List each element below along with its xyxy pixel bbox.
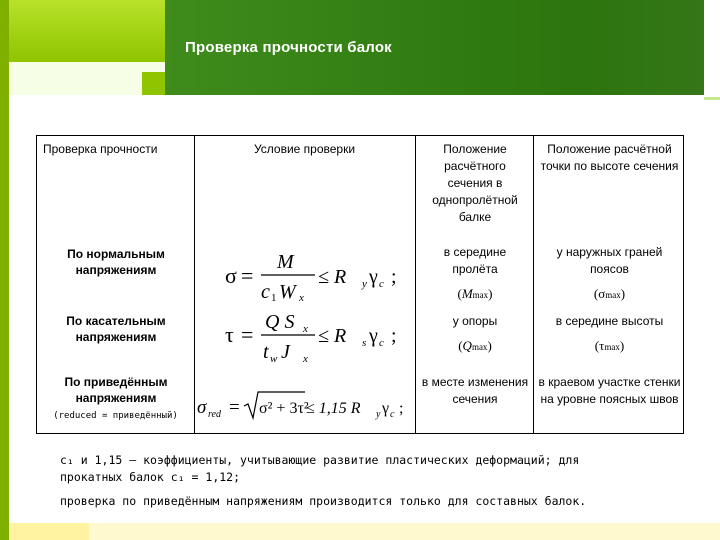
formula-normal	[223, 246, 413, 309]
svg-text:J: J	[281, 341, 290, 363]
svg-text:;: ;	[391, 325, 397, 347]
svg-text:σ² + 3τ²: σ² + 3τ²	[259, 400, 309, 417]
header-section-position: Положение расчётного сечения в однопролётной балке	[432, 142, 518, 224]
accent-square	[142, 72, 165, 95]
row-label-reduced: По приведённым напряжениям	[64, 375, 168, 405]
svg-text:c: c	[390, 409, 395, 420]
formula-reduced	[193, 388, 415, 429]
svg-text:s: s	[362, 337, 367, 349]
svg-text:Q S: Q S	[265, 311, 295, 333]
accent-line	[704, 97, 720, 100]
bottom-bar	[9, 523, 720, 540]
svg-text:c: c	[379, 278, 384, 290]
svg-text:x: x	[299, 292, 304, 304]
formula-shear	[223, 306, 413, 371]
footer-note-line2: прокатных балок c₁ = 1,12;	[60, 470, 241, 484]
point-normal: у наружных граней поясов	[556, 245, 663, 276]
svg-text:W: W	[279, 281, 296, 303]
svg-text:;: ;	[391, 266, 397, 288]
svg-text:y: y	[362, 278, 367, 290]
position-shear: у опоры	[452, 314, 498, 328]
footer-note-line3: проверка по приведённым напряжениям производится только для составных балок.	[60, 494, 587, 508]
svg-text:x: x	[303, 353, 308, 365]
svg-text:1: 1	[271, 292, 277, 304]
point-normal-value: (σmax)	[593, 286, 626, 301]
svg-text:=: =	[241, 263, 254, 288]
svg-text:;: ;	[399, 400, 404, 417]
row-label-shear: По касательным напряжениям	[66, 314, 166, 344]
svg-text:M: M	[277, 251, 294, 273]
column-divider	[533, 136, 534, 433]
position-shear-value: (Qmax)	[458, 338, 492, 353]
left-accent-stripe	[0, 0, 9, 540]
formula-sigma-red: σ	[197, 397, 207, 418]
svg-text:x: x	[303, 323, 308, 335]
point-shear-value: (τmax)	[594, 338, 625, 353]
svg-text:red: red	[208, 409, 221, 420]
svg-text:γ: γ	[382, 400, 390, 417]
position-normal: в середине пролёта	[443, 245, 507, 276]
row-label-normal: По нормальным напряжениям	[67, 247, 165, 277]
header-point-position: Положение расчётной точки по высоте сечения	[540, 142, 679, 173]
header-green-block	[9, 0, 165, 62]
position-reduced: в месте изменения сечения	[421, 375, 529, 406]
svg-text:=: =	[241, 322, 254, 347]
svg-text:≤ R: ≤ R	[318, 266, 347, 288]
svg-text:w: w	[270, 353, 278, 365]
svg-text:γ: γ	[369, 266, 378, 288]
header-condition: Условие проверки	[253, 142, 356, 156]
svg-text:γ: γ	[369, 325, 378, 347]
svg-text:=: =	[229, 397, 240, 418]
point-shear: в середине высоты	[555, 314, 664, 328]
svg-text:c: c	[261, 281, 270, 303]
header-check: Проверка прочности	[43, 142, 158, 156]
header-right-edge	[704, 0, 720, 95]
strength-table	[36, 135, 684, 434]
svg-text:t: t	[263, 341, 269, 363]
column-divider	[415, 136, 416, 433]
svg-text:≤ R: ≤ R	[318, 325, 347, 347]
formula-sigma: σ	[225, 263, 237, 288]
svg-text:≤ 1,15 R: ≤ 1,15 R	[306, 400, 361, 417]
slide-title: Проверка прочности балок	[185, 39, 392, 56]
row-note-reduced: (reduced = приведённый)	[53, 411, 178, 421]
point-reduced: в краевом участке стенки на уровне поясных швов	[538, 375, 681, 406]
svg-text:y: y	[376, 409, 381, 420]
footer-note-line1: c₁ и 1,15 – коэффициенты, учитывающие развитие пластических деформаций; для	[60, 453, 580, 467]
position-normal-value: (Mmax)	[457, 286, 493, 301]
svg-text:c: c	[379, 337, 384, 349]
formula-tau: τ	[225, 322, 234, 347]
